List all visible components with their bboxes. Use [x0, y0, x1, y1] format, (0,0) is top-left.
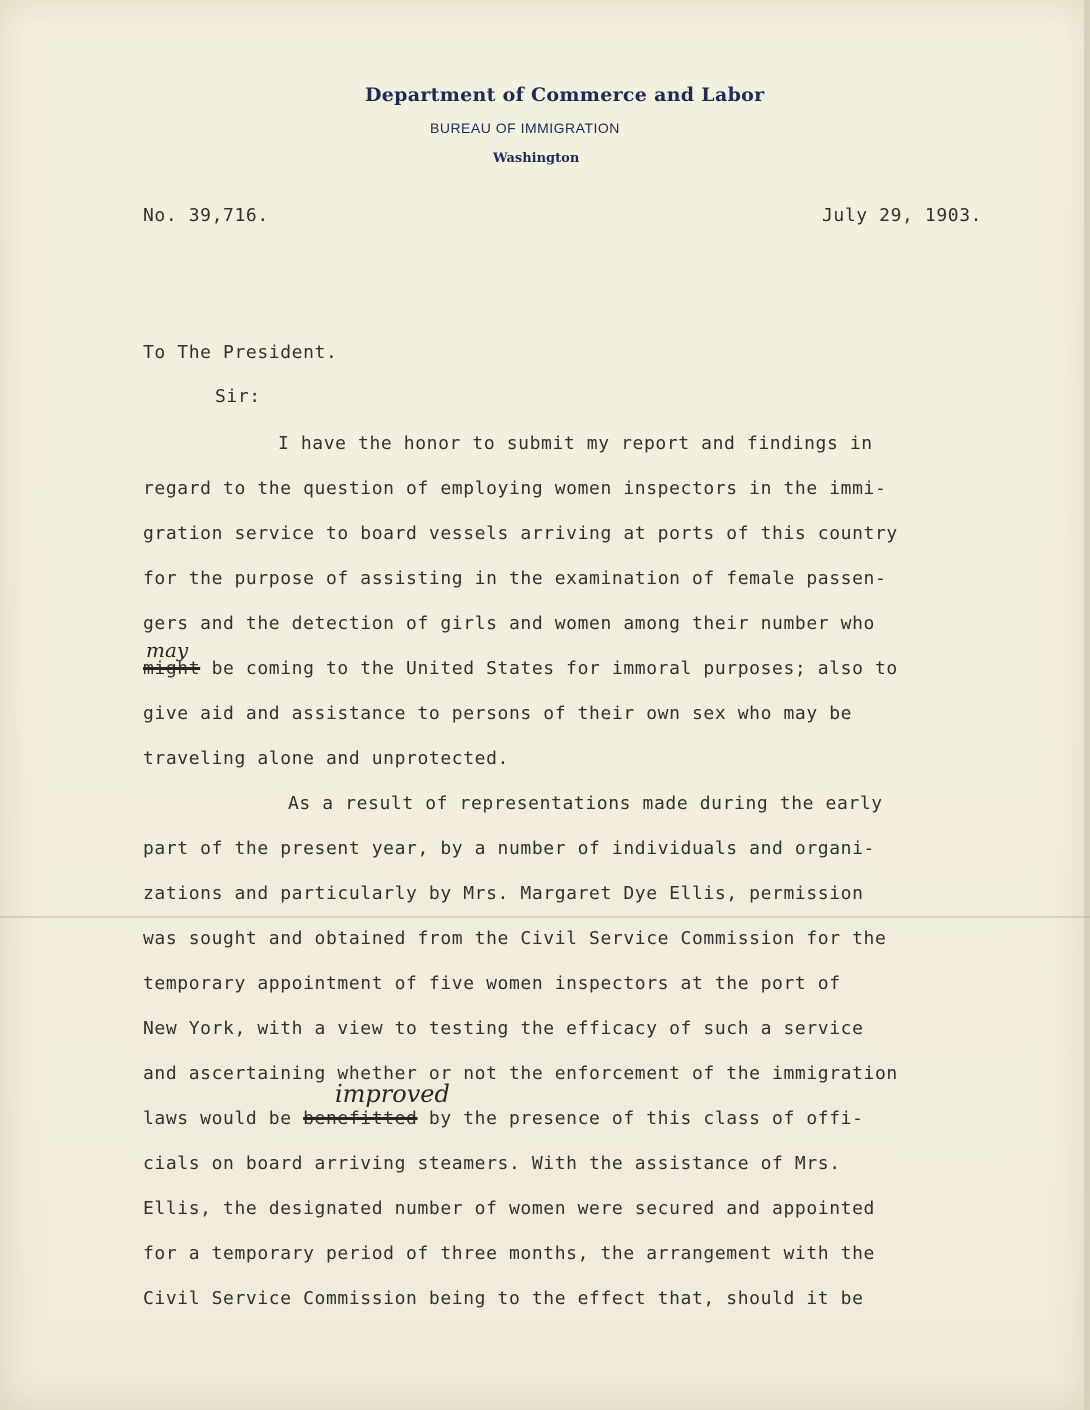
body-line-19: for a temporary period of three months, the arrangement with the: [143, 1243, 875, 1264]
body-line-16-text: by the presence of this class of offi-: [417, 1108, 864, 1129]
body-line-10: part of the present year, by a number of individuals and organi-: [143, 838, 875, 859]
handwritten-insert-improved: improved: [335, 1080, 450, 1108]
body-line-9: As a result of representations made during the early: [288, 793, 883, 814]
greeting: Sir:: [215, 386, 261, 407]
handwritten-insert-may: may: [146, 638, 189, 662]
body-line-11: zations and particularly by Mrs. Margaret Dye Ellis, permission: [143, 883, 864, 904]
body-line-6: [143, 658, 898, 680]
paper-fold-line: [0, 916, 1090, 918]
body-line-2: regard to the question of employing women inspectors in the immi-: [143, 478, 887, 499]
body-line-13: temporary appointment of five women inspectors at the port of: [143, 973, 841, 994]
letterhead-city: Washington: [493, 151, 580, 166]
letter-date: July 29, 1903.: [822, 205, 983, 226]
body-line-14: New York, with a view to testing the efficacy of such a service: [143, 1018, 864, 1039]
body-line-6-text: be coming to the United States for immoral purposes; also to: [200, 658, 898, 679]
body-line-1: I have the honor to submit my report and findings in: [278, 433, 873, 454]
body-line-17: cials on board arriving steamers. With the assistance of Mrs.: [143, 1153, 841, 1174]
body-line-18: Ellis, the designated number of women were secured and appointed: [143, 1198, 875, 1219]
body-line-8: traveling alone and unprotected.: [143, 748, 509, 769]
struck-word-might: might: [143, 658, 201, 679]
body-line-4: for the purpose of assisting in the examination of female passen-: [143, 568, 887, 589]
struck-word-benefitted: benefitted: [303, 1108, 418, 1129]
body-line-15: and ascertaining whether or not the enforcement of the immigration: [143, 1063, 898, 1084]
body-line-7: give aid and assistance to persons of their own sex who may be: [143, 703, 853, 724]
body-line-16: [143, 1108, 864, 1130]
addressee: To The President.: [143, 342, 338, 363]
body-line-3: gration service to board vessels arriving at ports of this country: [143, 523, 898, 544]
letterhead-bureau: BUREAU OF IMMIGRATION: [430, 120, 620, 136]
body-line-20: Civil Service Commission being to the effect that, should it be: [143, 1288, 864, 1309]
reference-number: No. 39,716.: [143, 205, 269, 226]
body-line-5: gers and the detection of girls and women among their number who: [143, 613, 875, 634]
body-line-16-pre: laws would be: [143, 1108, 304, 1129]
body-line-12: was sought and obtained from the Civil Service Commission for the: [143, 928, 887, 949]
letterhead-department: Department of Commerce and Labor: [365, 84, 765, 106]
page-edge-shadow: [1084, 0, 1090, 1410]
